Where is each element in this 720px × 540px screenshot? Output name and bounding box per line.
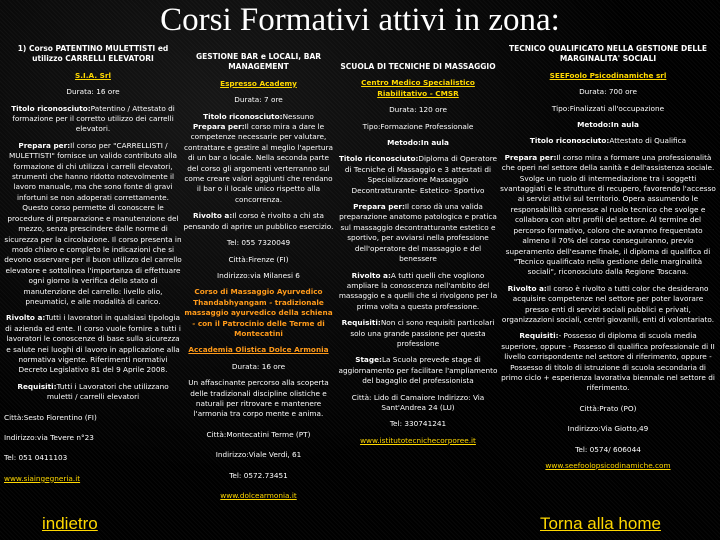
course-address: Indirizzo:via Milanesi 6 <box>217 270 300 280</box>
course-prepares-for: Prepara per:Il corso mira a dare le competenze necessarie per valutare, contrattare e gestire al meglio l'apertura di un bar o locale. Nella seconda parte del corso gli argomenti verterranno sul come creare valori aggiunti che rendano il bar o il locale unico rispetto alla concorrenza. <box>183 122 333 204</box>
course-duration: Durata: 700 ore <box>579 87 637 97</box>
course-website-link[interactable]: www.istitutotecnichecorporee.it <box>360 435 476 445</box>
course-duration-2: Durata: 16 ore <box>231 361 286 371</box>
course-target: Rivolto a:Tutti i lavoratori in qualsiasi tipologia di azienda ed ente. Il corso vuole fornire a tutti i lavoratori le conoscenze di base sulla sicurezza e salute nei luoghi di lavoro in applicazione alla normativa vigente. Riferimenti normativi Decreto Legislativo 81 del 9 Aprile 2008. <box>5 313 181 375</box>
course-address: Indirizzo:via Tevere n°23 <box>4 433 94 442</box>
course-title-recognized: Titolo riconosciuto:Diploma di Operatore di Tecniche di Massaggio e 3 attestati di Specializzazione Massaggio Decontratturante- Estetico- Sportivo <box>338 154 498 195</box>
course-phone: Tel: 051 0411103 <box>4 453 68 463</box>
course-provider-link[interactable]: SEEFoolo Psicodinamiche srl <box>549 70 667 80</box>
course-duration: Durata: 120 ore <box>389 105 447 115</box>
course-method: Metodo:In aula <box>577 120 639 130</box>
course-heading: SCUOLA DI TECNICHE DI MASSAGGIO <box>340 62 496 71</box>
course-column-2 <box>182 52 335 501</box>
course-provider-link-2[interactable]: Accademia Olistica Dolce Armonia <box>188 345 329 355</box>
course-provider-link[interactable]: S.I.A. Srl <box>75 70 111 80</box>
course-requirements: Requisiti:Non ci sono requisiti particolari solo una grande passione per questa professione <box>341 318 495 348</box>
course-heading: GESTIONE BAR e LOCALI, BAR MANAGEMENT <box>195 52 322 72</box>
course-prepares-for: Prepara per:Il corso per "CARRELLISTI / MULETTISTI" fornisce un valido contributo alla formazione di chi utilizza i carrelli elevatori, strumenti che hanno ridotto notevolmente il lavoro manuale, ma che sono fonte di gravi infortuni se non adoperati correttamente. Questo corso permette di conoscere le procedure di preparazione e manutenzione del mezzo, senza prescindere dalle norme di sicurezza per la circolazione. Il corso presenta in modo chiaro e completo le indicazioni che si devono osservare per il buon utilizzo del carrello elevatore e sottolinea l'importanza di effettuare ogni giorno la verifica dello stato di manutenzione del carrello: livello olio, pneumatici, e alle modalità di carico. <box>4 140 182 306</box>
course-address: Indirizzo:Via Giotto,49 <box>567 424 649 434</box>
course-heading: 1) Corso PATENTINO MULETTISTI ed utilizzo CARRELLI ELEVATORI <box>17 44 169 64</box>
course-description-2: Un affascinante percorso alla scoperta delle tradizionali discipline olistiche e naturali per ritrovare e mantenere l'armonia tra corpo mente e anima. <box>188 378 329 419</box>
course-city: Città:Prato (PO) <box>579 403 637 413</box>
course-type: Tipo:Formazione Professionale <box>362 121 474 131</box>
course-address-2: Indirizzo:Viale Verdi, 61 <box>215 450 302 460</box>
back-link[interactable]: indietro <box>42 514 98 533</box>
course-duration: Durata: 7 ore <box>234 95 283 105</box>
course-method: Metodo:In aula <box>387 138 449 148</box>
course-prepares-for: Prepara per:Il corso mira a formare una professionalità che operi nel settore della sanità e dell'assistenza sociale. Svolge un ruolo di intermediazione tra i soggetti svantaggiati e le strutture di recupero, favorendo l'accesso ai servizi attivi sul territorio. Opera assumendo le responsabilità connesse al ruolo tecnico che svolge e collabora con altri profili del settore. Al termine del percorso formativo, coloro che avranno frequentato almeno il 70% del corso conseguiranno, previo superamento dell'esame finale, il diploma di qualifica di "Tecnico qualificato nella gestione delle marginalità sociali", riconosciuto dalla Regione Toscana. <box>500 152 716 277</box>
course-phone-2: Tel: 0572.73451 <box>229 470 288 480</box>
course-website-link[interactable]: www.siaingegneria.it <box>4 473 81 483</box>
course-provider-link[interactable]: Espresso Academy <box>220 78 297 88</box>
course-target: Rivolto a:Il corso è rivolto a tutti color che desiderano acquisire competenze nel settore per poter lavorare presso enti di servizi sociali pubblici e privati, organizzazioni sociali, centri giovanili, enti di volontariato. <box>501 283 715 324</box>
course-stage: Stage:La Scuola prevede stage di aggiornamento per facilitare l'ampliamento del bagaglio del professionista <box>338 355 498 386</box>
course-city: Città:Sesto Fiorentino (FI) <box>4 412 97 422</box>
course-requirements: Requisiti:- Possesso di diploma di scuola media superiore, oppure - Possesso di qualifica professionale di II livello corrispondente nel settore di riferimento, oppure - Possesso di titolo di istruzione di scuola secondaria di primo ciclo + esperienza lavorativa biennale nel settore di riferimento. <box>501 331 715 393</box>
course-prepares-for: Prepara per:Il corso dà una valida preparazione anatomo patologica e pratica sul massaggio decontratturante estetico e sportivo, per avviarsi nella professione dell'operatore del massaggio e del benessere <box>339 202 497 264</box>
course-phone: Tel: 330741241 <box>389 419 447 429</box>
course-city: Città:Firenze (FI) <box>228 254 289 264</box>
course-title-recognized: Titolo riconosciuto:Attestato di Qualifica <box>529 136 687 146</box>
course-heading: TECNICO QUALIFICATO NELLA GESTIONE DELLE MARGINALITA' SOCIALI <box>508 44 708 64</box>
course-city: Città: Lido di Camaiore Indirizzo: Via Sant'Andrea 24 (LU) <box>351 392 485 412</box>
home-link[interactable]: Torna alla home <box>540 514 661 533</box>
course-website-link-2[interactable]: www.dolcearmonia.it <box>220 491 297 500</box>
course-title-recognized: Titolo riconosciuto:Nessuno <box>203 111 314 121</box>
course-title-recognized: Titolo riconosciuto:Patentino / Attestato di formazione per il corretto utilizzo dei carrelli elevatori. <box>11 103 175 134</box>
course-phone: Tel: 0574/ 606044 <box>575 444 641 454</box>
page-title: Corsi Formativi attivi in zona: <box>160 2 560 38</box>
course-city-2: Città:Montecatini Terme (PT) <box>206 429 311 439</box>
course-heading-2: Corso di Massaggio Ayurvedico Thandabhyangam - tradizionale massaggio ayurvedico della schiena - con il Patrocinio delle Terme di Montecatini <box>184 287 333 338</box>
course-target: Rivolto a:A tutti quelli che vogliono ampliare la conoscenza nell'ambito del massaggio e a quelli che si rivolgono per la prima volta a questa professione. <box>338 270 498 311</box>
course-requirements: Requisiti:Tutti i Lavoratori che utilizzano muletti / carrelli elevatori <box>17 381 169 402</box>
course-provider-link[interactable]: Centro Medico Specialistico Riabilitativo - CMSR <box>361 78 475 98</box>
course-column-1 <box>4 44 182 484</box>
course-column-4 <box>500 44 716 471</box>
course-phone: Tel: 055 7320049 <box>226 238 291 248</box>
course-target: Rivolto a:Il corso è rivolto a chi sta pensando di aprire un pubblico esercizio. <box>183 211 334 231</box>
course-duration: Durata: 16 ore <box>66 87 120 97</box>
course-column-3 <box>336 62 500 446</box>
course-type: Tipo:Finalizzati all'occupazione <box>551 103 665 113</box>
course-website-link[interactable]: www.seefoolopsicodinamiche.com <box>545 461 671 470</box>
